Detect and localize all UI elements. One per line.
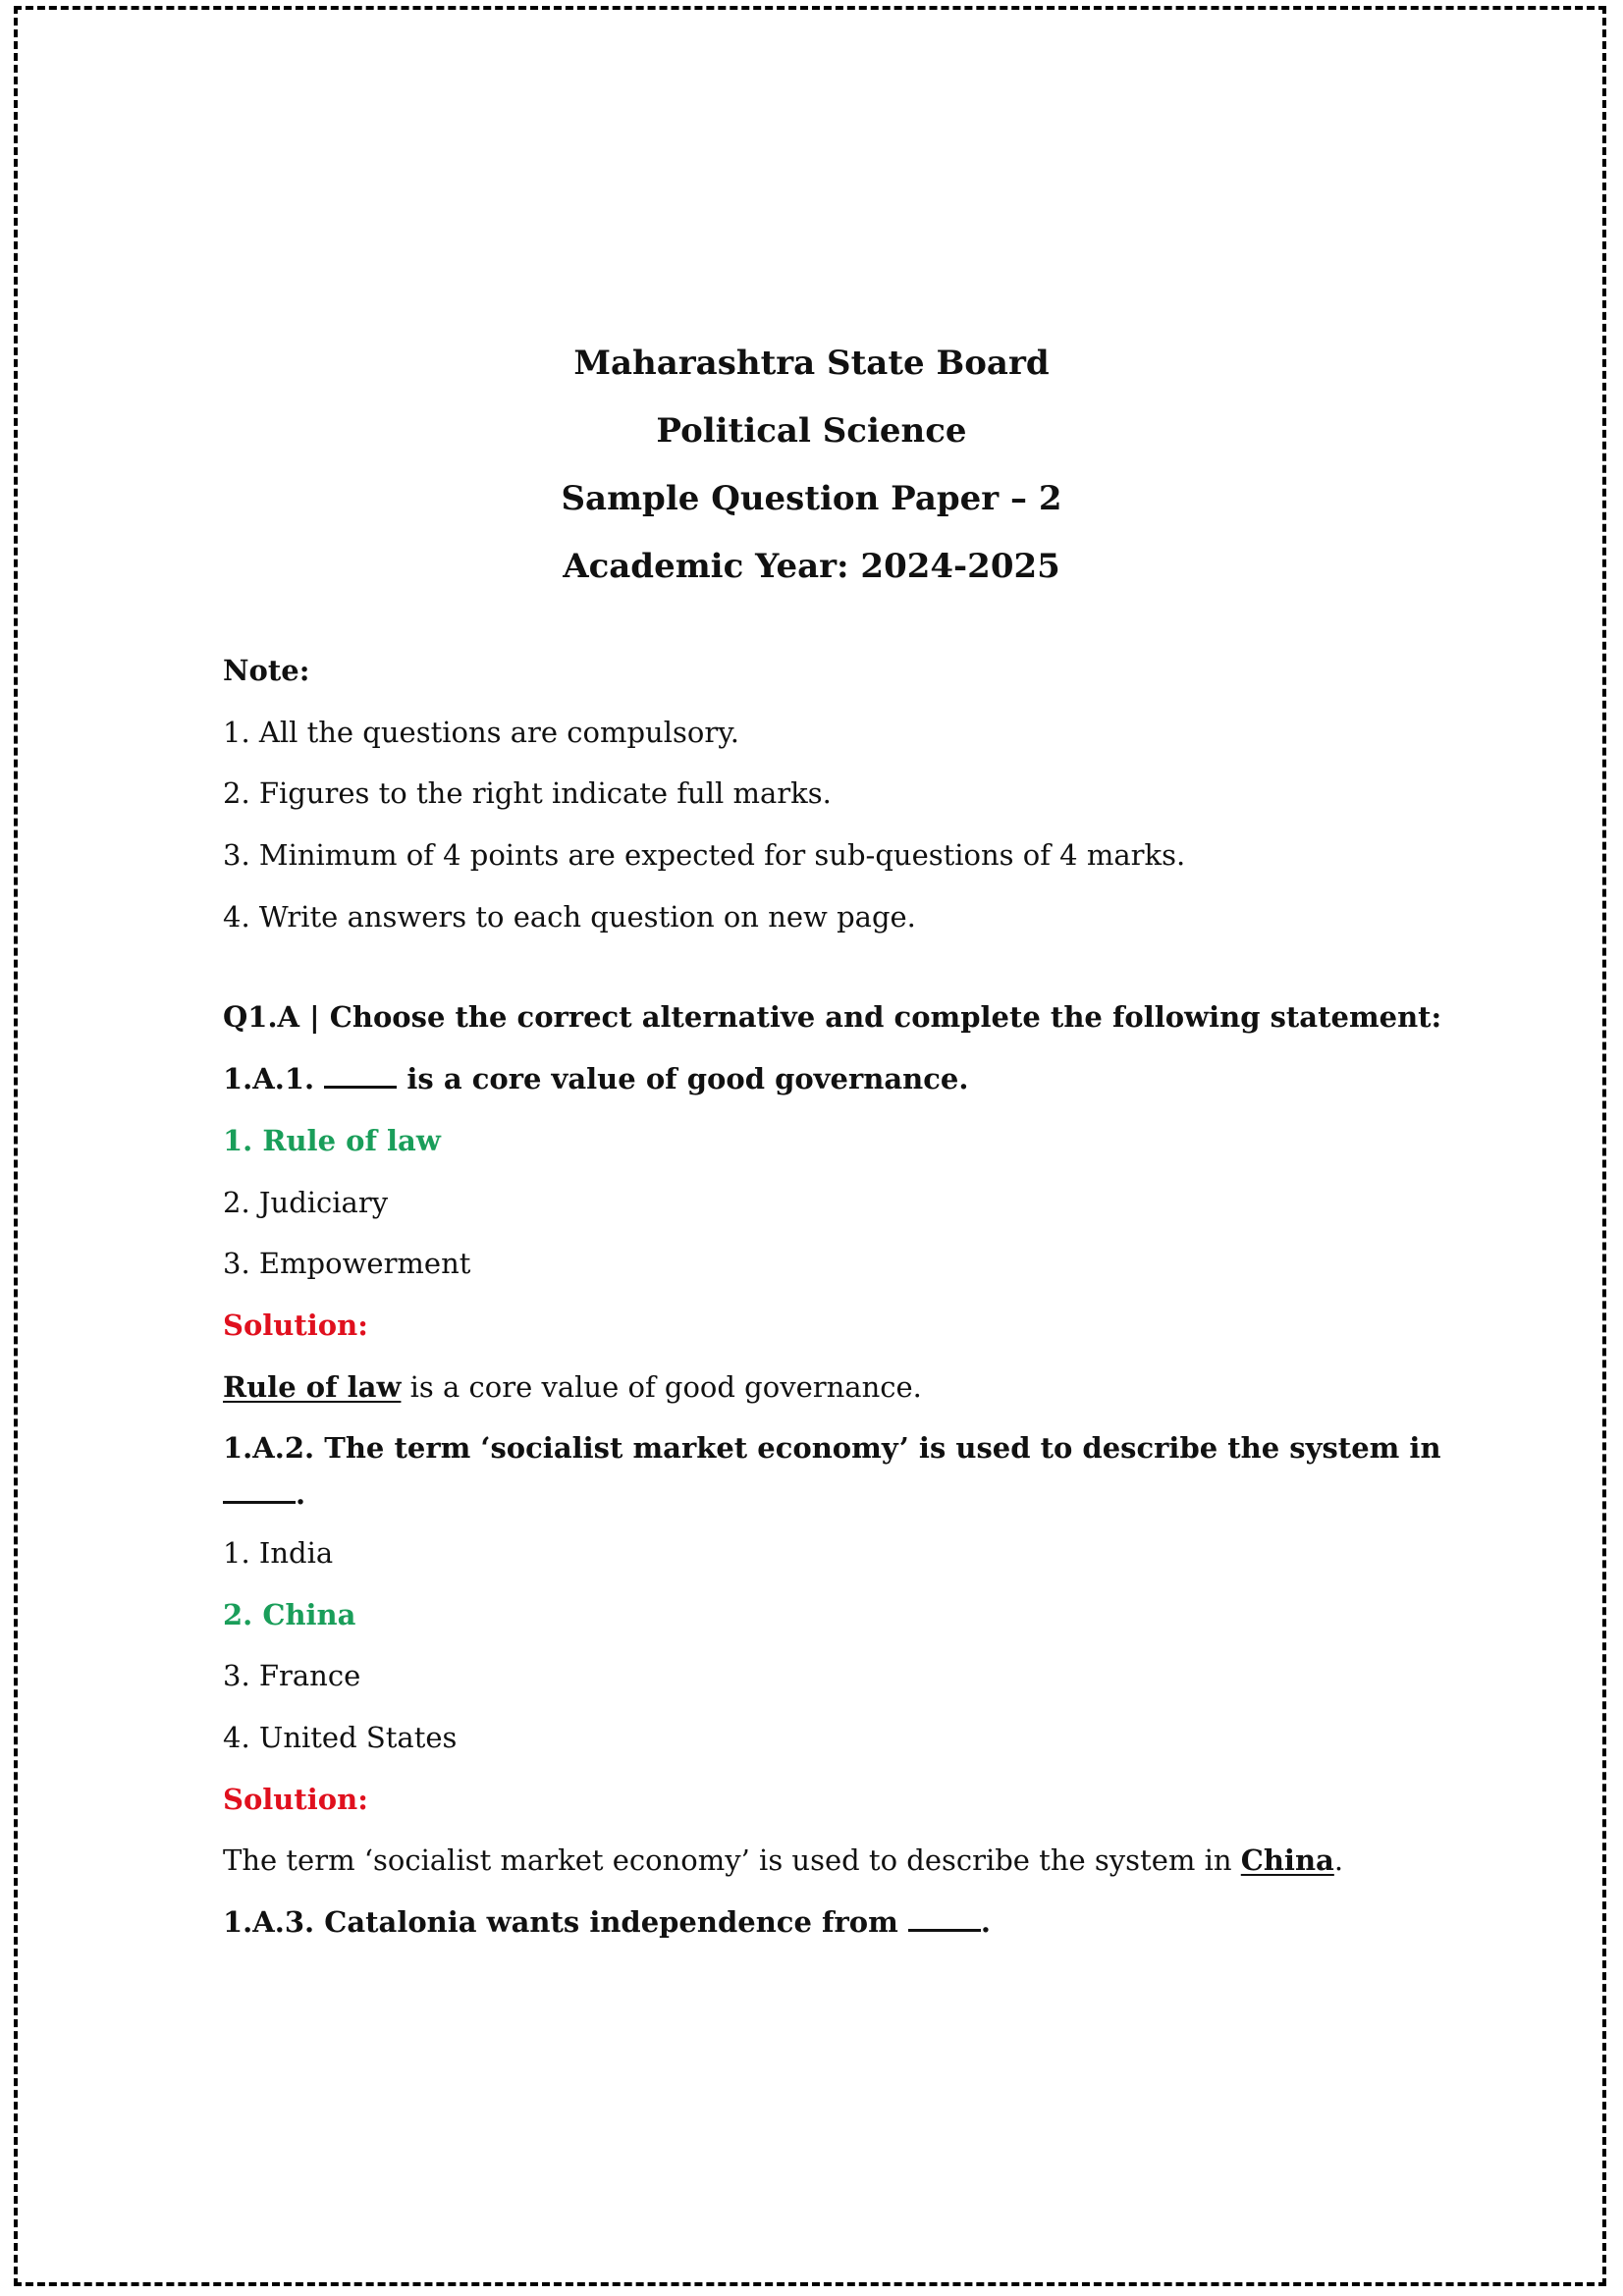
blank-suffix: . (296, 1476, 306, 1511)
academic-year: Academic Year: 2024-2025 (563, 547, 1060, 586)
question-text: is a core value of good governance. (406, 1062, 969, 1096)
board-title: Maharashtra State Board (573, 344, 1050, 383)
spacer (223, 947, 1401, 987)
question-1a2-blank-line (223, 1476, 1401, 1522)
question-1a3 (223, 1892, 1401, 1953)
paper-header (0, 330, 1623, 601)
note-item: 1. All the questions are compulsory. (223, 715, 739, 749)
note-item: 4. Write answers to each question on new page. (223, 899, 916, 934)
solution-label: Solution: (223, 1782, 368, 1816)
answer-blank (223, 1479, 296, 1504)
option: 2. Judiciary (223, 1185, 389, 1219)
paper-title: Sample Question Paper – 2 (561, 479, 1062, 518)
question-text: The term ‘socialist market economy’ is used to describe the system in (324, 1431, 1441, 1466)
answer-blank (324, 1064, 397, 1089)
solution-rest: is a core value of good governance. (409, 1369, 922, 1404)
subject-title: Political Science (656, 411, 967, 451)
solution-text (223, 1830, 1401, 1892)
question-1a1 (223, 1048, 1401, 1110)
note-item: 2. Figures to the right indicate full marks. (223, 776, 832, 811)
option-correct: 1. Rule of law (223, 1123, 441, 1157)
solution-answer: China (1240, 1843, 1334, 1878)
solution-answer: Rule of law (223, 1369, 402, 1404)
option: 3. Empowerment (223, 1247, 471, 1281)
option: 4. United States (223, 1721, 458, 1754)
question-number: 1.A.1. (223, 1062, 315, 1096)
note-title: Note: (223, 654, 310, 687)
solution-text (223, 1357, 1401, 1418)
solution-suffix: . (1333, 1843, 1344, 1878)
question-text: Catalonia wants independence from (324, 1905, 898, 1940)
option: 1. India (223, 1535, 334, 1570)
question-1a2 (223, 1417, 1441, 1479)
paper-body (223, 640, 1442, 1953)
option-correct: 2. China (223, 1597, 356, 1631)
blank-suffix: . (980, 1905, 991, 1940)
answer-blank (908, 1907, 981, 1932)
solution-prefix: The term ‘socialist market economy’ is used to describe the system in (223, 1843, 1232, 1878)
option: 3. France (223, 1659, 361, 1693)
question-number: 1.A.2. (223, 1431, 315, 1466)
question-number: 1.A.3. (223, 1905, 315, 1940)
note-item: 3. Minimum of 4 points are expected for sub-questions of 4 marks. (223, 838, 1186, 873)
solution-label: Solution: (223, 1308, 368, 1342)
section-title: Q1.A | Choose the correct alternative and complete the following statement: (223, 1000, 1442, 1035)
